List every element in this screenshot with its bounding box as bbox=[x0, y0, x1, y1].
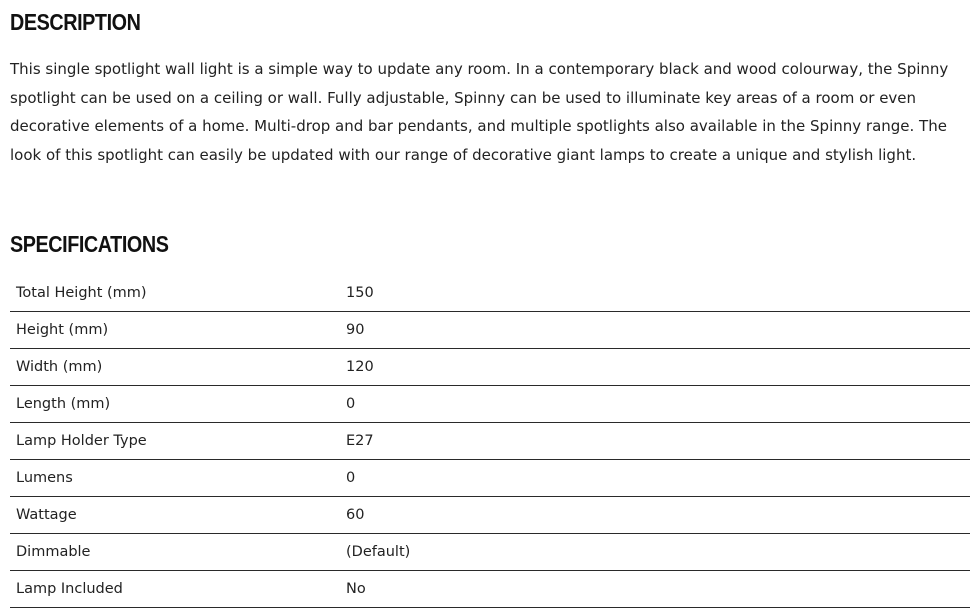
spec-value: 0 bbox=[346, 396, 356, 412]
spec-value: 90 bbox=[346, 322, 365, 338]
spec-row-dimmable bbox=[10, 534, 970, 571]
spec-name: Wattage bbox=[16, 507, 77, 523]
spec-name: Length (mm) bbox=[16, 396, 111, 412]
spec-row-lamp-included bbox=[10, 571, 970, 608]
spec-name: Lumens bbox=[16, 470, 73, 486]
spec-value: 120 bbox=[346, 359, 374, 375]
spec-row-height bbox=[10, 312, 970, 349]
specifications-table bbox=[10, 275, 970, 608]
spec-row-total-height bbox=[10, 275, 970, 312]
spec-name: Dimmable bbox=[16, 544, 91, 560]
spec-name: Width (mm) bbox=[16, 359, 103, 375]
spec-name: Height (mm) bbox=[16, 322, 109, 338]
specifications-heading: SPECIFICATIONS bbox=[10, 231, 169, 257]
spec-row-wattage bbox=[10, 497, 970, 534]
spec-value: 60 bbox=[346, 507, 365, 523]
spec-name: Total Height (mm) bbox=[16, 285, 147, 301]
spec-value: E27 bbox=[346, 433, 374, 449]
spec-value: 150 bbox=[346, 285, 374, 301]
description-text: This single spotlight wall light is a simple way to update any room. In a contemporary black and wood colourway, the Spinny spotlight can be used on a ceiling or wall. Fully adjustable, Spinny can be used to illuminate key areas of a room or even decorative elements of a home. Multi-drop and bar pendants, and multiple spotlights also available in the Spinny range. The look of this spotlight can easily be updated with our range of decorative giant lamps to create a unique and stylish light. bbox=[10, 60, 949, 165]
spec-row-lumens bbox=[10, 460, 970, 497]
spec-value: (Default) bbox=[346, 544, 411, 560]
spec-name: Lamp Holder Type bbox=[16, 433, 147, 449]
spec-row-length bbox=[10, 386, 970, 423]
spec-row-width bbox=[10, 349, 970, 386]
spec-value: 0 bbox=[346, 470, 356, 486]
spec-row-lamp-holder-type bbox=[10, 423, 970, 460]
spec-value: No bbox=[346, 581, 366, 597]
description-heading: DESCRIPTION bbox=[10, 9, 141, 35]
spec-name: Lamp Included bbox=[16, 581, 123, 597]
